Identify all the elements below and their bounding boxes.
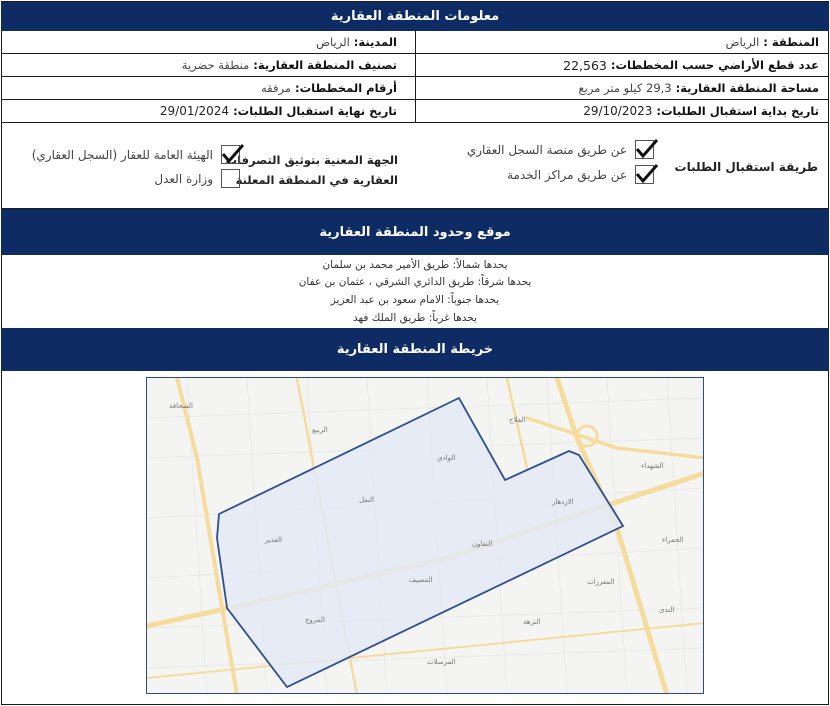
region-value: الرياض [725, 35, 760, 49]
info-row [1, 54, 829, 77]
map-label: الصحافة [169, 402, 193, 410]
map-label: الوادي [437, 454, 456, 462]
end-date-value: 29/01/2024 [159, 104, 230, 118]
map-label: الازدهار [552, 498, 574, 506]
map-label: الفلاح [509, 416, 526, 424]
classification-cell [182, 54, 397, 76]
map-label: الربيع [312, 426, 328, 434]
map-label: الشهداء [641, 462, 664, 470]
authority-option-label: الهيئة العامة للعقار (السجل العقاري) [31, 147, 213, 162]
classification-label: تصنيف المنطقة العقارية: [253, 58, 397, 72]
map-label: النفل [359, 496, 375, 504]
region-label: المنطقة : [763, 35, 819, 49]
plots-count-cell [563, 54, 819, 76]
location-header [1, 208, 829, 255]
info-row [1, 77, 829, 100]
authority-label-line: الجهة المعنية بتوثيق التصرفات [225, 153, 398, 167]
map-canvas [147, 378, 704, 694]
map-label: المرسلات [427, 658, 456, 666]
option-registry-platform[interactable] [467, 140, 654, 159]
area-value: 29,3 كيلو متر مربع [578, 81, 672, 95]
plan-numbers-label: أرقام المخططات: [295, 81, 397, 95]
map-label: المروج [305, 616, 325, 624]
checkbox[interactable] [635, 165, 654, 184]
map-view[interactable] [146, 377, 704, 694]
authority-label-line: العقارية في المنطقة المعلنة [235, 173, 398, 187]
boundary-north: يحدها شمالاً: طريق الأمير محمد بن سلمان [322, 259, 508, 271]
info-row [1, 31, 829, 54]
row-divider [415, 77, 416, 99]
region-cell [726, 31, 819, 53]
info-title: معلومات المنطقة العقارية [330, 9, 500, 24]
map-label: الندى [659, 606, 675, 614]
city-cell [316, 31, 397, 53]
area-label: مساحة المنطقة العقارية: [675, 81, 819, 95]
checkmark-icon [220, 140, 246, 166]
boundary-west: يحدها غرباً: طريق الملك فهد [353, 312, 477, 324]
checkmark-icon [634, 160, 660, 186]
map-label: المغرزات [587, 578, 615, 586]
start-date-cell [583, 100, 819, 122]
plots-count-label: عدد قطع الأراضي حسب المخططات: [610, 58, 819, 72]
authority-option-label: وزارة العدل [154, 171, 213, 186]
option-service-centers[interactable] [507, 165, 654, 184]
city-label: المدينة: [353, 35, 397, 49]
row-divider [415, 100, 416, 122]
row-divider [415, 54, 416, 76]
plan-numbers-value: مرفقه [261, 81, 292, 95]
checkmark-icon [634, 135, 660, 161]
area-cell [579, 77, 819, 99]
request-method-label: طريقة استقبال الطلبات [674, 160, 818, 174]
checkbox[interactable] [221, 145, 240, 164]
authority-label [226, 150, 398, 190]
location-title: موقع وحدود المنطقة العقارية [319, 224, 511, 240]
plots-count-value: 22,563 [563, 57, 607, 73]
end-date-label: تاريخ نهاية استقبال الطلبات: [233, 104, 397, 118]
info-header [1, 2, 829, 31]
classification-value: منطقة حضرية [181, 58, 250, 72]
boundary-east: يحدها شرقاً: طريق الدائري الشرقي ، عثمان بن عفان [298, 276, 532, 288]
map-title: خريطة المنطقة العقارية [336, 342, 494, 357]
start-date-value: 29/10/2023 [583, 104, 653, 118]
boundary-south: يحدها جنوباً: الامام سعود بن عبد العزيز [330, 294, 500, 306]
start-date-label: تاريخ بداية استقبال الطلبات: [656, 104, 819, 118]
map-label: الغدير [265, 536, 282, 544]
map-label: المصيف [409, 576, 433, 584]
map-label: التعاون [472, 540, 493, 548]
end-date-cell [160, 100, 397, 122]
city-value: الرياض [316, 35, 350, 49]
checkbox[interactable] [221, 169, 240, 188]
checkbox[interactable] [635, 140, 654, 159]
info-row [1, 100, 829, 123]
option-label: عن طريق مراكز الخدمة [507, 167, 627, 182]
map-label: النزهة [523, 618, 541, 626]
authority-justice[interactable] [154, 169, 240, 188]
authority-real-estate[interactable] [32, 145, 240, 164]
map-header [1, 328, 829, 371]
map-label: الحمراء [662, 536, 684, 544]
option-label: عن طريق منصة السجل العقاري [466, 142, 627, 157]
plan-numbers-cell [261, 77, 397, 99]
row-divider [415, 31, 416, 53]
